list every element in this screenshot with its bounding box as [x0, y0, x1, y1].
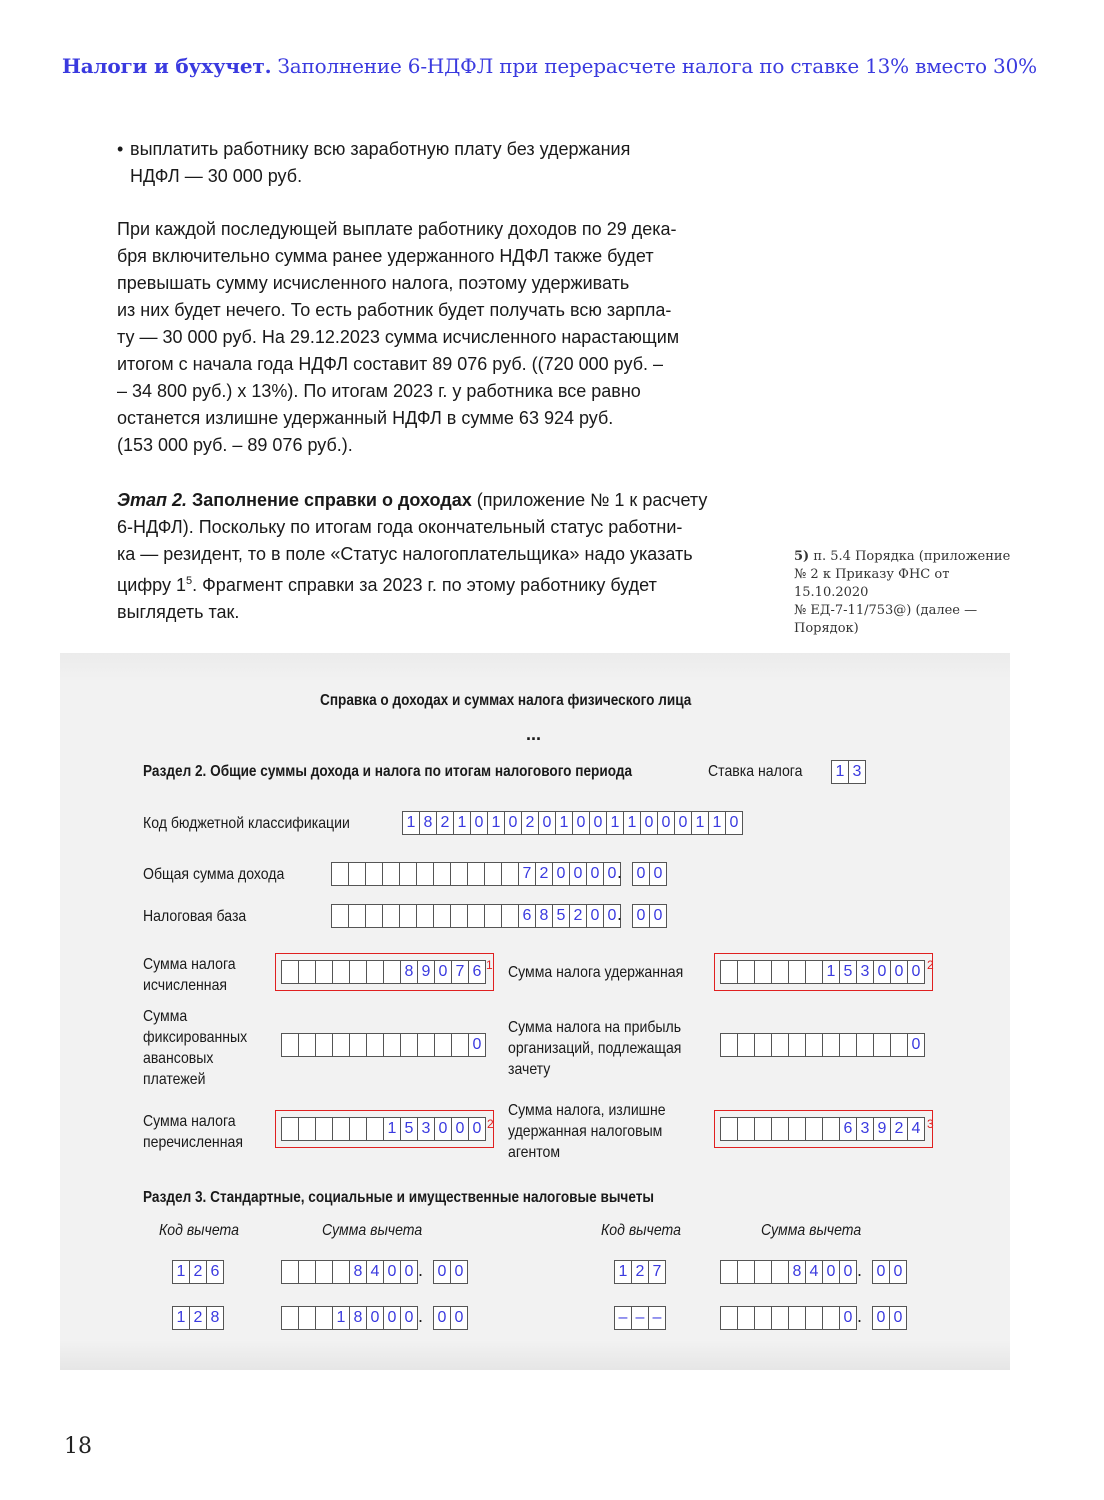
excess-cells[interactable]: [720, 1117, 924, 1141]
comb-cell: 5: [839, 960, 857, 984]
comb-cell: [433, 904, 451, 928]
paragraph-line: из них будет нечего. То есть работник будет получать всю зарпла-: [117, 300, 672, 320]
comb-cell: 0: [433, 1306, 451, 1330]
base-cells[interactable]: [331, 904, 623, 928]
comb-cell: [315, 1306, 333, 1330]
deduction-code-cells[interactable]: [172, 1260, 223, 1284]
footnote-number: 5): [794, 549, 810, 564]
page-number: 18: [64, 1434, 92, 1459]
comb-cell: 8: [349, 1306, 367, 1330]
comb-cell: 0: [434, 1117, 452, 1141]
stage-line: (приложение № 1 к расчету: [471, 490, 708, 510]
form-title: Справка о доходах и суммах налога физического лица: [320, 692, 692, 709]
stage-label: Этап 2.: [117, 490, 187, 510]
comb-cell: [771, 1306, 789, 1330]
deduction-sum-cells[interactable]: [720, 1260, 856, 1284]
comb-cell: 0: [649, 862, 667, 886]
comb-cell: 8: [419, 811, 437, 835]
comb-cell: 0: [451, 1117, 469, 1141]
comb-cell: [399, 904, 417, 928]
withheld-label: Сумма налога удержанная: [508, 964, 684, 981]
sum-header: Сумма вычета: [322, 1222, 423, 1239]
comb-cell: 0: [657, 811, 675, 835]
decimal-dot: .: [857, 1306, 863, 1326]
comb-cell: 6: [839, 1117, 857, 1141]
comb-cell: [771, 1117, 789, 1141]
comb-cell: –: [614, 1306, 632, 1330]
comb-cell: 1: [606, 811, 624, 835]
comb-cell: 3: [848, 760, 866, 784]
comb-cell: [720, 960, 738, 984]
comb-cell: 1: [172, 1306, 190, 1330]
margin-footnote: [794, 548, 1024, 638]
comb-cell: 0: [569, 862, 587, 886]
comb-cell: [332, 1260, 350, 1284]
comb-cell: –: [648, 1306, 666, 1330]
comb-cell: [771, 1260, 789, 1284]
paid-label: Сумма налога перечисленная: [143, 1113, 243, 1151]
income-cells[interactable]: [331, 862, 623, 886]
comb-cell: 6: [518, 904, 536, 928]
deduction-code-cells[interactable]: [172, 1306, 223, 1330]
profit-label: Сумма налога на прибыль организаций, подлежащая зачету: [508, 1019, 682, 1078]
comb-cell: [332, 1033, 350, 1057]
profit-cells[interactable]: [720, 1033, 924, 1057]
comb-cell: [315, 960, 333, 984]
comb-cell: [281, 1260, 299, 1284]
comb-cell: 0: [640, 811, 658, 835]
comb-cell: [416, 904, 434, 928]
rate-label: Ставка налога: [708, 763, 803, 780]
paragraph-line: – 34 800 руб.) x 13%). По итогам 2023 г. у работника все равно: [117, 381, 641, 401]
comb-cell: 4: [907, 1117, 925, 1141]
comb-cell: 0: [586, 904, 604, 928]
comb-cell: [720, 1306, 738, 1330]
comb-cell: [822, 1117, 840, 1141]
section-3-title: Раздел 3. Стандартные, социальные и имущественные налоговые вычеты: [143, 1189, 654, 1206]
comb-cell: [788, 1117, 806, 1141]
comb-cell: 1: [487, 811, 505, 835]
comb-cell: [366, 960, 384, 984]
decimal-dot: .: [857, 1260, 863, 1280]
paid-cells[interactable]: [281, 1117, 485, 1141]
comb-cell: 9: [417, 960, 435, 984]
comb-cell: 0: [470, 811, 488, 835]
comb-cell: 0: [872, 1260, 890, 1284]
footnote-ref: 5: [186, 575, 193, 587]
comb-cell: 2: [189, 1306, 207, 1330]
comb-cell: 0: [383, 1306, 401, 1330]
sum-header: Сумма вычета: [761, 1222, 862, 1239]
comb-cell: 1: [831, 760, 849, 784]
comb-cell: [737, 1033, 755, 1057]
comb-cell: [349, 1033, 367, 1057]
comb-cell: 0: [873, 960, 891, 984]
comb-cell: [771, 1033, 789, 1057]
comb-cell: 1: [402, 811, 420, 835]
comb-cell: 0: [589, 811, 607, 835]
marker-number: 3: [927, 1117, 934, 1131]
decimal-dot: .: [617, 862, 623, 882]
decimal-dot: .: [418, 1260, 424, 1280]
comb-cell: 8: [400, 960, 418, 984]
comb-cell: 0: [725, 811, 743, 835]
paragraph-recalc: [117, 216, 679, 459]
comb-cell: 1: [383, 1117, 401, 1141]
comb-cell: [315, 1117, 333, 1141]
marker-number: 1: [486, 958, 493, 972]
stage-line: . Фрагмент справки за 2023 г. по этому работнику будет: [192, 575, 657, 595]
comb-cell: [298, 1117, 316, 1141]
comb-cell: [383, 960, 401, 984]
comb-cell: 1: [708, 811, 726, 835]
comb-cell: 6: [468, 960, 486, 984]
paragraph-line: ту — 30 000 руб. На 29.12.2023 сумма исчисленного нарастающим: [117, 327, 680, 347]
comb-cell: 0: [907, 960, 925, 984]
base-label: Налоговая база: [143, 908, 247, 925]
comb-cell: [467, 862, 485, 886]
base-kop-cells[interactable]: [632, 904, 666, 928]
header-title: Заполнение 6-НДФЛ при перерасчете налога по ставке 13% вместо 30%: [277, 54, 1037, 78]
comb-cell: [349, 1117, 367, 1141]
comb-cell: 0: [839, 1260, 857, 1284]
comb-cell: 0: [400, 1260, 418, 1284]
comb-cell: 0: [603, 904, 621, 928]
paragraph-line: При каждой последующей выплате работнику доходов по 29 дека-: [117, 219, 677, 239]
comb-cell: 3: [417, 1117, 435, 1141]
code-header: Код вычета: [601, 1222, 681, 1239]
comb-cell: [332, 960, 350, 984]
comb-cell: [348, 904, 366, 928]
comb-cell: [501, 904, 519, 928]
marker-number: 2: [927, 958, 934, 972]
comb-cell: 0: [504, 811, 522, 835]
comb-cell: 1: [822, 960, 840, 984]
comb-cell: [366, 1033, 384, 1057]
code-header: Код вычета: [159, 1222, 239, 1239]
stage-line: выглядеть так.: [117, 602, 240, 622]
comb-cell: [433, 862, 451, 886]
comb-cell: 0: [572, 811, 590, 835]
comb-cell: 4: [805, 1260, 823, 1284]
comb-cell: [281, 1117, 299, 1141]
comb-cell: [281, 960, 299, 984]
stage-line: цифру 1: [117, 575, 186, 595]
comb-cell: [805, 1033, 823, 1057]
decimal-dot: .: [617, 904, 623, 924]
comb-cell: 1: [623, 811, 641, 835]
paragraph-line: (153 000 руб. – 89 076 руб.).: [117, 435, 353, 455]
comb-cell: [366, 1117, 384, 1141]
comb-cell: [399, 862, 417, 886]
comb-cell: 8: [535, 904, 553, 928]
header-section: Налоги и бухучет.: [62, 54, 272, 78]
comb-cell: 6: [206, 1260, 224, 1284]
comb-cell: [805, 960, 823, 984]
comb-cell: [771, 960, 789, 984]
comb-cell: 1: [614, 1260, 632, 1284]
calc-label: Сумма налога исчисленная: [143, 956, 236, 994]
comb-cell: [788, 960, 806, 984]
comb-cell: [298, 1260, 316, 1284]
comb-cell: [873, 1033, 891, 1057]
paragraph-stage-2: [117, 487, 707, 626]
comb-cell: 7: [648, 1260, 666, 1284]
comb-cell: 0: [450, 1306, 468, 1330]
form-ellipsis: ...: [526, 724, 542, 744]
comb-cell: 0: [839, 1306, 857, 1330]
footnote-line: № ЕД-7-11/753@) (далее —: [794, 603, 978, 618]
comb-cell: 0: [603, 862, 621, 886]
comb-cell: –: [631, 1306, 649, 1330]
comb-cell: [754, 1306, 772, 1330]
paragraph-line: итогом с начала года НДФЛ составит 89 076 руб. ((720 000 руб. –: [117, 354, 664, 374]
comb-cell: 0: [468, 1117, 486, 1141]
comb-cell: [348, 862, 366, 886]
comb-cell: [720, 1033, 738, 1057]
comb-cell: 0: [366, 1306, 384, 1330]
comb-cell: [383, 1033, 401, 1057]
comb-cell: [315, 1033, 333, 1057]
comb-cell: [365, 904, 383, 928]
comb-cell: 3: [856, 960, 874, 984]
comb-cell: 2: [890, 1117, 908, 1141]
stage-title: Заполнение справки о доходах: [191, 490, 472, 510]
comb-cell: 0: [889, 1306, 907, 1330]
comb-cell: [737, 960, 755, 984]
withheld-cells[interactable]: [720, 960, 924, 984]
comb-cell: [417, 1033, 435, 1057]
calc-cells[interactable]: [281, 960, 485, 984]
comb-cell: [365, 862, 383, 886]
comb-cell: [788, 1033, 806, 1057]
comb-cell: [805, 1306, 823, 1330]
comb-cell: 2: [535, 862, 553, 886]
comb-cell: [737, 1260, 755, 1284]
comb-cell: 0: [674, 811, 692, 835]
kbk-label: Код бюджетной классификации: [143, 815, 350, 832]
comb-cell: [754, 1117, 772, 1141]
comb-cell: 0: [450, 1260, 468, 1284]
comb-cell: 7: [518, 862, 536, 886]
comb-cell: [298, 1033, 316, 1057]
comb-cell: 0: [468, 1033, 486, 1057]
comb-cell: 0: [586, 862, 604, 886]
paragraph-line: останется излишне удержанный НДФЛ в сумме 63 924 руб.: [117, 408, 614, 428]
comb-cell: 1: [172, 1260, 190, 1284]
comb-cell: 0: [822, 1260, 840, 1284]
footnote-line: п. 5.4 Порядка (приложение: [813, 549, 1011, 564]
income-kop-cells[interactable]: [632, 862, 666, 886]
comb-cell: [298, 960, 316, 984]
comb-cell: 5: [400, 1117, 418, 1141]
comb-cell: [451, 1033, 469, 1057]
deduction-kop-cells[interactable]: [433, 1306, 467, 1330]
income-label: Общая сумма дохода: [143, 866, 285, 883]
comb-cell: [754, 1260, 772, 1284]
comb-cell: [805, 1117, 823, 1141]
comb-cell: [349, 960, 367, 984]
section-2-title: Раздел 2. Общие суммы дохода и налога по итогам налогового периода: [143, 763, 633, 780]
deduction-code-cells[interactable]: [614, 1306, 665, 1330]
comb-cell: [382, 904, 400, 928]
bullet-dot-icon: •: [117, 139, 124, 159]
comb-cell: [720, 1260, 738, 1284]
deduction-sum-cells[interactable]: [281, 1306, 417, 1330]
deduction-sum-cells[interactable]: [720, 1306, 856, 1330]
comb-cell: [331, 904, 349, 928]
comb-cell: [484, 904, 502, 928]
fixed-cells[interactable]: [281, 1033, 485, 1057]
footnote-line: № 2 к Приказу ФНС от 15.10.2020: [794, 567, 950, 600]
comb-cell: [331, 862, 349, 886]
comb-cell: 0: [632, 862, 650, 886]
comb-cell: [839, 1033, 857, 1057]
comb-cell: [856, 1033, 874, 1057]
comb-cell: 1: [453, 811, 471, 835]
deduction-kop-cells[interactable]: [872, 1306, 906, 1330]
form-edge-bottom: [60, 1340, 1010, 1370]
bullet-line: выплатить работнику всю заработную плату без удержания: [130, 139, 631, 159]
comb-cell: 8: [206, 1306, 224, 1330]
comb-cell: [890, 1033, 908, 1057]
comb-cell: [281, 1033, 299, 1057]
comb-cell: 0: [907, 1033, 925, 1057]
comb-cell: 0: [400, 1306, 418, 1330]
comb-cell: [450, 904, 468, 928]
comb-cell: [434, 1033, 452, 1057]
stage-line: 6-НДФЛ). Поскольку по итогам года окончательный статус работни-: [117, 517, 683, 537]
comb-cell: 7: [451, 960, 469, 984]
comb-cell: 0: [538, 811, 556, 835]
comb-cell: [788, 1306, 806, 1330]
excess-label: Сумма налога, излишне удержанная налоговым агентом: [508, 1102, 666, 1161]
comb-cell: 1: [691, 811, 709, 835]
form-edge-top: [60, 653, 1010, 683]
comb-cell: 1: [332, 1306, 350, 1330]
comb-cell: 3: [856, 1117, 874, 1141]
deduction-code-cells[interactable]: [614, 1260, 665, 1284]
comb-cell: 8: [788, 1260, 806, 1284]
comb-cell: 0: [433, 1260, 451, 1284]
stage-line: ка — резидент, то в поле «Статус налогоплательщика» надо указать: [117, 544, 693, 564]
comb-cell: 0: [649, 904, 667, 928]
comb-cell: 0: [383, 1260, 401, 1284]
comb-cell: [332, 1117, 350, 1141]
comb-cell: 1: [555, 811, 573, 835]
footnote-line: Порядок): [794, 621, 859, 636]
rate-cells[interactable]: [831, 760, 865, 784]
comb-cell: 0: [872, 1306, 890, 1330]
comb-cell: 8: [349, 1260, 367, 1284]
comb-cell: [737, 1117, 755, 1141]
running-header: [62, 54, 1037, 78]
deduction-kop-cells[interactable]: [433, 1260, 467, 1284]
comb-cell: 0: [552, 862, 570, 886]
comb-cell: [822, 1306, 840, 1330]
comb-cell: 2: [521, 811, 539, 835]
comb-cell: 2: [436, 811, 454, 835]
comb-cell: [467, 904, 485, 928]
marker-number: 2: [487, 1117, 494, 1131]
comb-cell: [484, 862, 502, 886]
bullet-line: НДФЛ — 30 000 руб.: [130, 166, 303, 186]
decimal-dot: .: [418, 1306, 424, 1326]
paragraph-line: бря включительно сумма ранее удержанного НДФЛ также будет: [117, 246, 654, 266]
comb-cell: [400, 1033, 418, 1057]
comb-cell: 0: [889, 1260, 907, 1284]
comb-cell: [737, 1306, 755, 1330]
comb-cell: 0: [632, 904, 650, 928]
comb-cell: 2: [189, 1260, 207, 1284]
comb-cell: 2: [569, 904, 587, 928]
deduction-sum-cells[interactable]: [281, 1260, 417, 1284]
comb-cell: [315, 1260, 333, 1284]
comb-cell: [298, 1306, 316, 1330]
comb-cell: 5: [552, 904, 570, 928]
deduction-kop-cells[interactable]: [872, 1260, 906, 1284]
paragraph-line: превышать сумму исчисленного налога, поэтому удерживать: [117, 273, 630, 293]
comb-cell: [754, 1033, 772, 1057]
comb-cell: 2: [631, 1260, 649, 1284]
comb-cell: [450, 862, 468, 886]
kbk-cells[interactable]: [402, 811, 742, 835]
fixed-label: Сумма фиксированных авансовых платежей: [143, 1008, 248, 1088]
comb-cell: [416, 862, 434, 886]
comb-cell: 0: [434, 960, 452, 984]
comb-cell: 4: [366, 1260, 384, 1284]
comb-cell: [720, 1117, 738, 1141]
comb-cell: 9: [873, 1117, 891, 1141]
comb-cell: 0: [890, 960, 908, 984]
comb-cell: [382, 862, 400, 886]
comb-cell: [754, 960, 772, 984]
comb-cell: [501, 862, 519, 886]
comb-cell: [281, 1306, 299, 1330]
comb-cell: [822, 1033, 840, 1057]
